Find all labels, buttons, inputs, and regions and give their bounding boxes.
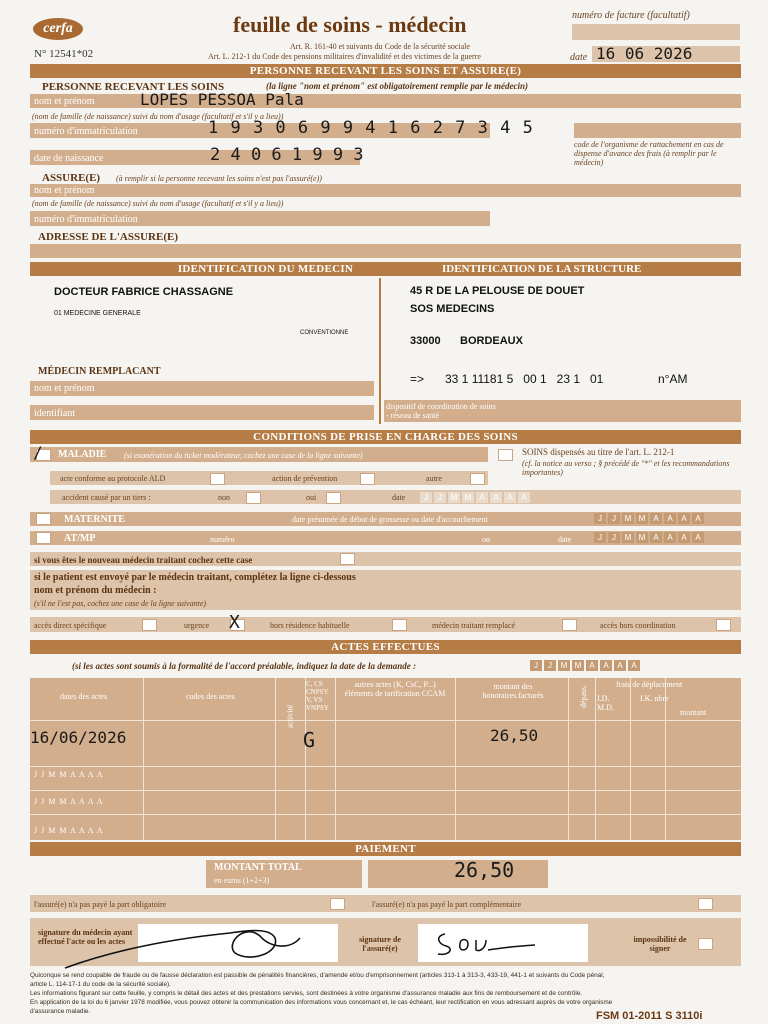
- structure-id-suffix: n°AM: [658, 372, 688, 386]
- maternite-label: MATERNITE: [64, 514, 125, 525]
- accident-oui-checkbox[interactable]: [326, 492, 341, 504]
- insured-heading-note: (à remplir si la personne recevant les soins n'est pas l'assuré(e)): [116, 174, 322, 183]
- maladie-check-mark: /: [33, 443, 43, 462]
- col-montant: montant des honoraires facturés: [482, 682, 544, 700]
- hors-coordination-label: accès hors coordination: [600, 621, 676, 630]
- remplace-label: médecin traitant remplacé: [432, 621, 516, 630]
- doctor-signature-label: signature du médecin ayant effectué l'acte ou les actes: [38, 928, 133, 946]
- col-frais: frais de déplacement: [616, 680, 683, 689]
- structure-address-2: SOS MEDECINS: [410, 303, 495, 315]
- date-label: date: [570, 52, 588, 63]
- patient-birth-label: date de naissance: [34, 153, 104, 164]
- envoye-label: si le patient est envoyé par le médecin traitant, complétez la ligne ci-dessous: [34, 572, 356, 583]
- structure-postal-code: 33000: [410, 335, 441, 347]
- prevention-checkbox[interactable]: [360, 473, 375, 485]
- footer-line-2: article L. 114-17-1 du code de la sécurité sociale).: [30, 981, 171, 988]
- grossesse-label: date présumée de début de grossesse ou date d'accouchement: [292, 515, 488, 524]
- coordination-label: dispositif de coordination de soins - réseau de santé: [386, 402, 496, 420]
- form-code: FSM 01-2011 S 3110i: [596, 1010, 703, 1022]
- doctor-specialty: 01 MEDECINE GENERALE: [54, 310, 141, 317]
- structure-city: BORDEAUX: [460, 335, 523, 347]
- atmp-numero-label: numéro: [210, 535, 235, 544]
- patient-name-label: nom et prénom: [34, 96, 95, 107]
- prevention-label: action de prévention: [272, 474, 338, 483]
- doctor-structure-divider: [379, 278, 381, 424]
- accident-oui-label: oui: [306, 493, 317, 502]
- org-code-field[interactable]: [574, 123, 741, 138]
- accident-date-label: date: [392, 493, 406, 502]
- footer-line-1: Quiconque se rend coupable de fraude ou de fausse déclaration est passible de pénalités financières, d'amende et/ou d'emprisonnement (articles 313-1 à 313-3, 433-19, 441-1 et suivants du Code pénal,: [30, 972, 605, 979]
- autre-label: autre: [426, 474, 442, 483]
- atmp-ou-label: ou: [482, 535, 490, 544]
- not-paid-mandatory-checkbox[interactable]: [330, 898, 345, 910]
- doctor-section-title: IDENTIFICATION DU MEDECIN: [177, 263, 354, 275]
- maternite-date-cells[interactable]: J J M M A A A A: [594, 513, 704, 524]
- insured-name-field[interactable]: [30, 184, 741, 197]
- doctor-signature-scribble: [60, 908, 310, 978]
- doctor-name: DOCTEUR FABRICE CHASSAGNE: [54, 286, 234, 298]
- soins-note: (cf. la notice au verso ; § précédé de "*" et les recommandations importantes): [522, 459, 730, 477]
- ald-checkbox[interactable]: [210, 473, 225, 485]
- logo-text: cerfa: [43, 21, 73, 36]
- atmp-label: AT/MP: [64, 533, 96, 544]
- patient-birth-value: 2 4 0 6 1 9 9 3: [210, 145, 364, 165]
- atmp-date-label: date: [558, 535, 572, 544]
- atmp-date-cells[interactable]: J J M M A A A A: [594, 532, 704, 543]
- urgence-mark: X: [229, 612, 240, 633]
- insured-address-field[interactable]: [30, 244, 741, 258]
- invoice-number-label: numéro de facture (facultatif): [572, 10, 690, 21]
- form-number: N° 12541*02: [34, 48, 94, 60]
- soins-checkbox[interactable]: [498, 449, 513, 461]
- replacement-heading: MÉDECIN REMPLACANT: [38, 366, 161, 377]
- hors-residence-label: hors résidence habituelle: [270, 621, 350, 630]
- total-value: 26,50: [454, 858, 515, 882]
- footer-line-4: En application de la loi du 6 janvier 1978 modifiée, vous pouvez obtenir la communication des informations vous concernant et, le cas échéant, leur rectification en vous adressant auprès de votre organisme: [30, 999, 613, 1006]
- structure-arrow: =>: [410, 372, 425, 386]
- col-ik-nbre: I.K. nbre: [640, 694, 669, 703]
- accident-date-cells[interactable]: J J M M A A A A: [420, 492, 530, 503]
- col-ik-montant: montant: [680, 708, 707, 717]
- col-autres: autres actes (K, CsC, P...) éléments de tarification CCAM: [344, 680, 446, 698]
- prior-agreement-label: (si les actes sont soumis à la formalité de l'accord préalable, indiquez la date de la demande :: [72, 661, 416, 671]
- unable-sign-label: impossibilité de signer: [633, 935, 687, 953]
- section-acts-title: ACTES EFFECTUES: [30, 640, 741, 654]
- col-dates: dates des actes: [60, 692, 108, 701]
- maladie-label: MALADIE: [58, 449, 107, 460]
- autre-checkbox[interactable]: [470, 473, 485, 485]
- not-paid-complementary-label: l'assuré(e) n'a pas payé la part complémentaire: [372, 900, 522, 909]
- hors-coordination-checkbox[interactable]: [716, 619, 731, 631]
- section-payment-title: PAIEMENT: [30, 842, 741, 856]
- insured-name-label: nom et prénom: [34, 185, 95, 196]
- replacement-name-label: nom et prénom: [34, 383, 95, 394]
- ald-label: acte conforme au protocole ALD: [60, 474, 166, 483]
- not-paid-complementary-checkbox[interactable]: [698, 898, 713, 910]
- insured-immat-label: numéro d'immatriculation: [34, 214, 138, 225]
- col-activite: activité: [285, 704, 295, 729]
- col-depass: dépass.: [579, 684, 589, 709]
- total-sub: en euros (1+2+3): [214, 876, 270, 885]
- act-row-1-date: 16/06/2026: [30, 728, 127, 747]
- act-row-3-date[interactable]: J J M M A A A A: [34, 797, 104, 806]
- org-code-note: code de l'organisme de rattachement en cas de dispense d'avance des frais (à remplir par le médecin): [574, 140, 724, 167]
- structure-address-1: 45 R DE LA PELOUSE DE DOUET: [410, 285, 585, 297]
- insured-signature-label: signature de l'assuré(e): [359, 935, 401, 953]
- acces-direct-checkbox[interactable]: [142, 619, 157, 631]
- invoice-number-field[interactable]: [572, 24, 740, 40]
- patient-immat-value: 1 9 3 0 6 9 9 4 1 6 2 7 3 4 5: [208, 118, 534, 138]
- act-row-4-date[interactable]: J J M M A A A A: [34, 826, 104, 835]
- legal-line-2: Art. L. 212-1 du Code des pensions militaires d'invalidité et des victimes de la guerre: [208, 52, 481, 61]
- nouveau-medecin-label: si vous êtes le nouveau médecin traitant cochez cette case: [34, 555, 253, 565]
- structure-section-title: IDENTIFICATION DE LA STRUCTURE: [442, 263, 642, 275]
- patient-immat-label: numéro d'immatriculation: [34, 126, 138, 137]
- accident-label: accident causé par un tiers :: [62, 493, 151, 502]
- footer-line-3: Les informations figurant sur cette feuille, y compris le détail des actes et des prestations servies, sont destinées à votre organisme d'assurance maladie aux fins de remboursement et de contrôle.: [30, 990, 583, 997]
- remplace-checkbox[interactable]: [562, 619, 577, 631]
- total-label: MONTANT TOTAL: [214, 862, 302, 873]
- insured-name-note: (nom de famille (de naissance) suivi du nom d'usage (facultatif et s'il y a lieu)): [32, 199, 284, 208]
- maladie-note: (si exonération du ticket modérateur, cochez une case de la ligne suivante): [124, 451, 363, 460]
- page-title: feuille de soins - médecin: [233, 12, 467, 37]
- sinon-label: (s'il ne l'est pas, cochez une case de la ligne suivante): [34, 599, 207, 608]
- prior-agreement-date-cells[interactable]: J J M M A A A A: [530, 660, 640, 671]
- col-codes: codes des actes: [186, 692, 235, 701]
- legal-line-1: Art. R. 161-40 et suivants du Code de la sécurité sociale: [290, 42, 470, 51]
- col-id-md: I.D. M.D.: [597, 694, 614, 712]
- structure-id-number: 33 1 11181 5 00 1 23 1 01: [445, 372, 604, 386]
- accident-non-label: non: [218, 493, 230, 502]
- patient-name-note: (nom de famille (de naissance) suivi du nom d'usage (facultatif et s'il y a lieu)): [32, 112, 284, 121]
- maternite-checkbox[interactable]: [36, 513, 51, 525]
- replacement-id-label: identifiant: [34, 408, 76, 419]
- insured-signature-scribble: [430, 926, 540, 960]
- acces-direct-label: accès direct spécifique: [34, 621, 107, 630]
- nouveau-medecin-checkbox[interactable]: [340, 553, 355, 565]
- soins-text: SOINS dispensés au titre de l'art. L. 212-1: [522, 447, 675, 457]
- urgence-label: urgence: [184, 621, 210, 630]
- insured-address-label: ADRESSE DE L'ASSURE(E): [38, 231, 178, 243]
- act-row-1-amount: 26,50: [490, 726, 539, 745]
- acts-table: [30, 678, 741, 840]
- doctor-convention: CONVENTIONNE: [300, 330, 349, 336]
- section-conditions-title: CONDITIONS DE PRISE EN CHARGE DES SOINS: [30, 430, 741, 444]
- hors-residence-checkbox[interactable]: [392, 619, 407, 631]
- col-c-cs: C, CS CNPSY V, VS VNPSY: [306, 680, 329, 712]
- act-row-2-date[interactable]: J J M M A A A A: [34, 770, 104, 779]
- act-row-1-code: G: [303, 728, 316, 752]
- section-patient-title: PERSONNE RECEVANT LES SOINS ET ASSURE(E): [30, 64, 741, 78]
- patient-heading-note: (la ligne "nom et prénom" est obligatoirement remplie par le médecin): [266, 81, 528, 91]
- cerfa-logo: [33, 18, 83, 40]
- footer-line-5: d'assurance maladie.: [30, 1008, 91, 1015]
- nom-medecin-label: nom et prénom du médecin :: [34, 585, 157, 596]
- patient-name-value: LOPES PESSOA Pala: [140, 90, 304, 109]
- not-paid-mandatory-label: l'assuré(e) n'a pas payé la part obligatoire: [34, 900, 167, 909]
- accident-non-checkbox[interactable]: [246, 492, 261, 504]
- patient-heading: PERSONNE RECEVANT LES SOINS: [42, 81, 225, 93]
- unable-sign-checkbox[interactable]: [698, 938, 713, 950]
- replacement-id-field[interactable]: [30, 405, 374, 420]
- insured-heading: ASSURE(E): [42, 172, 101, 184]
- date-value: 16 06 2026: [596, 44, 693, 63]
- atmp-checkbox[interactable]: [36, 532, 51, 544]
- patient-name-field[interactable]: [30, 94, 741, 108]
